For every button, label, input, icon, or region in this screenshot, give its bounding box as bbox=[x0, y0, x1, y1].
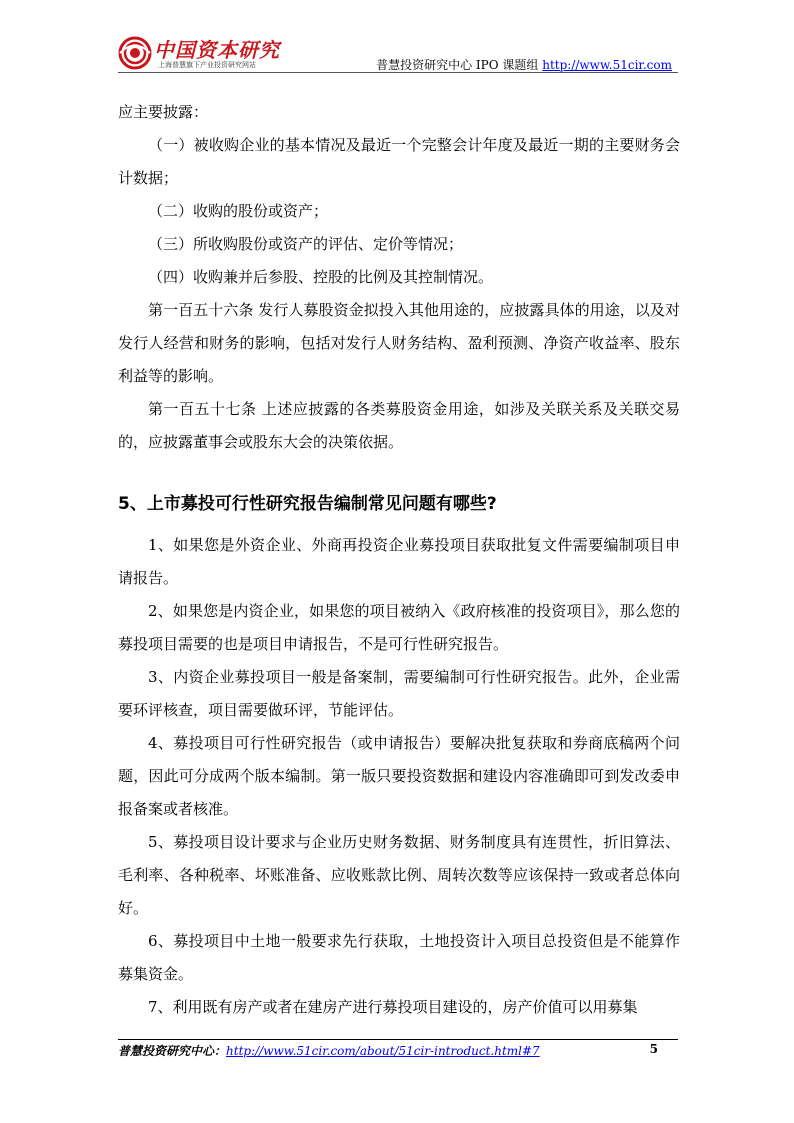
footer-divider bbox=[118, 1039, 678, 1040]
header-org-text: 普慧投资研究中心 IPO 课题组 bbox=[376, 58, 543, 72]
paragraph: （一）被收购企业的基本情况及最近一个完整会计年度及最近一期的主要财务会计数据； bbox=[118, 136, 680, 187]
page-header bbox=[118, 26, 678, 72]
logo-subtitle: 上海普慧旗下产业投资研究网站 bbox=[158, 61, 256, 69]
paragraph: （二）收购的股份或资产； bbox=[148, 202, 329, 220]
logo-swirl-icon bbox=[118, 34, 156, 72]
footer-link[interactable]: http://www.51cir.com/about/51cir-introduct.html#7 bbox=[226, 1044, 540, 1058]
list-item: 7、利用既有房产或者在建房产进行募投项目建设的，房产价值可以用募集 bbox=[148, 998, 638, 1016]
list-item: 5、募投项目设计要求与企业历史财务数据、财务制度具有连贯性，折旧算法、毛利率、各种税率、坏账准备、应收账款比例、周转次数等应该保持一致或者总体向好。 bbox=[118, 833, 680, 917]
logo-text: 中国资本研究 bbox=[154, 38, 280, 62]
paragraph: 第一百五十七条 上述应披露的各类募股资金用途，如涉及关联关系及关联交易的，应披露董事会或股东大会的决策依据。 bbox=[118, 400, 680, 451]
document-body bbox=[118, 96, 680, 1024]
page-footer bbox=[118, 1042, 658, 1059]
list-item: 6、募投项目中土地一般要求先行获取，土地投资计入项目总投资但是不能算作募集资金。 bbox=[118, 932, 680, 983]
page-number: 5 bbox=[649, 1042, 658, 1056]
paragraph: （四）收购兼并后参股、控股的比例及其控制情况。 bbox=[148, 268, 494, 286]
logo bbox=[118, 34, 338, 72]
header-website-link[interactable]: http://www.51cir.com bbox=[542, 58, 672, 72]
list-item: 3、内资企业募投项目一般是备案制，需要编制可行性研究报告。此外，企业需要环评核查，项目需要做环评，节能评估。 bbox=[118, 668, 680, 719]
section-heading: 5、上市募投可行性研究报告编制常见问题有哪些? bbox=[118, 494, 497, 514]
footer-label: 普慧投资研究中心： bbox=[118, 1044, 227, 1058]
list-item: 4、募投项目可行性研究报告（或申请报告）要解决批复获取和券商底稿两个问题，因此可分成两个版本编制。第一版只要投资数据和建设内容准确即可到发改委申报备案或者核准。 bbox=[118, 734, 680, 818]
paragraph: （三）所收购股份或资产的评估、定价等情况； bbox=[148, 235, 464, 253]
list-item: 2、如果您是内资企业，如果您的项目被纳入《政府核准的投资项目》，那么您的募投项目需要的也是项目申请报告，不是可行性研究报告。 bbox=[118, 602, 680, 653]
header-info bbox=[376, 56, 672, 73]
header-divider bbox=[118, 72, 678, 73]
paragraph: 应主要披露： bbox=[118, 103, 209, 121]
paragraph: 第一百五十六条 发行人募股资金拟投入其他用途的，应披露具体的用途，以及对发行人经营和财务的影响，包括对发行人财务结构、盈利预测、净资产收益率、股东利益等的影响。 bbox=[118, 301, 680, 385]
list-item: 1、如果您是外资企业、外商再投资企业募投项目获取批复文件需要编制项目申请报告。 bbox=[118, 536, 680, 587]
